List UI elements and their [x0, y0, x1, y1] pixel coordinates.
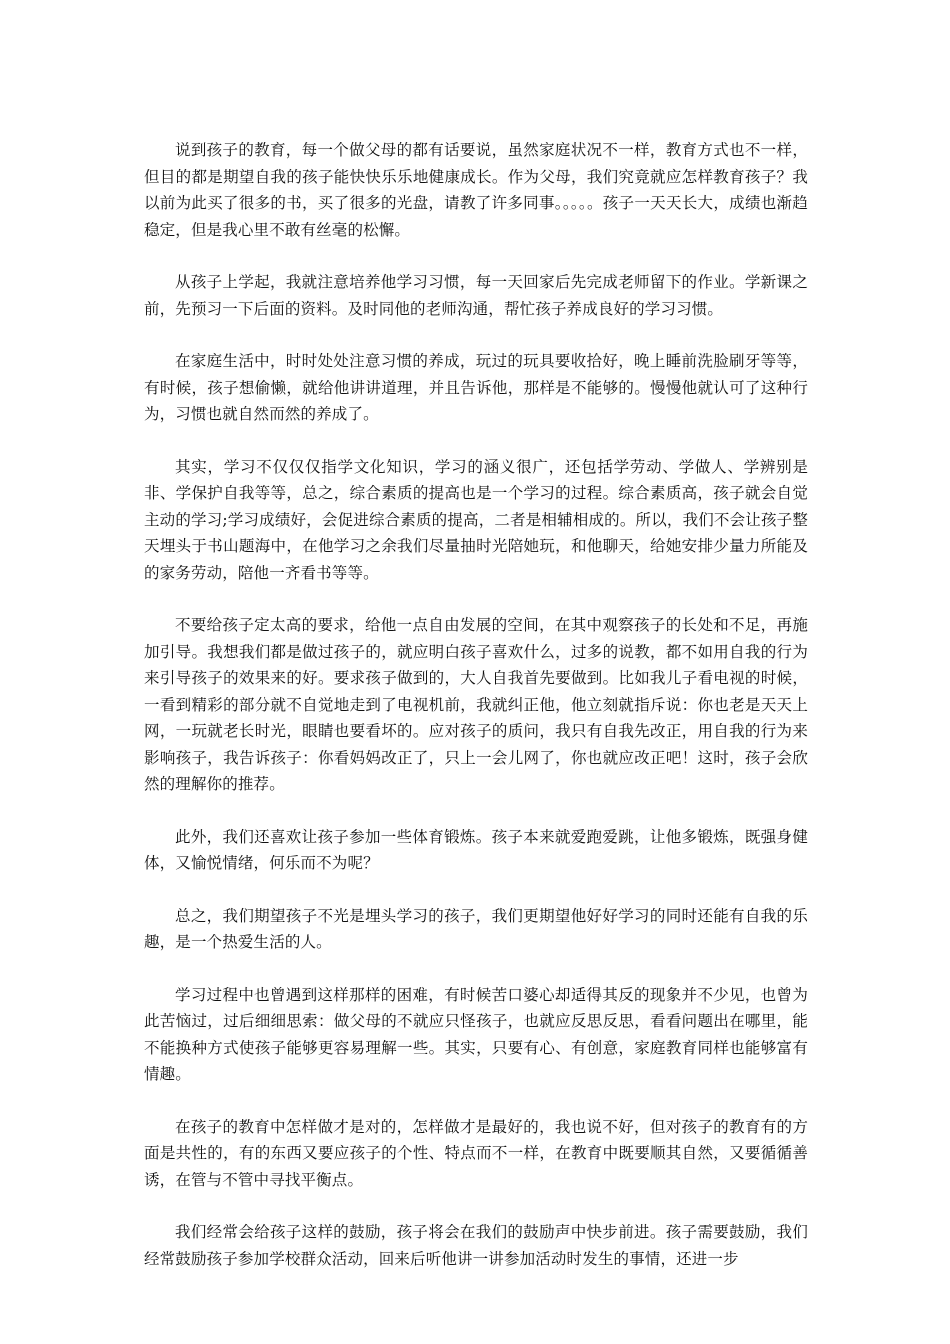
- paragraph-1: 说到孩子的教育，每一个做父母的都有话要说，虽然家庭状况不一样，教育方式也不一样，但目的都是期望自我的孩子能快快乐乐地健康成长。作为父母，我们究竟就应怎样教育孩子？我以前为此买了很多的书，买了很多的光盘，请教了许多同事。。。。。孩子一天天长大，成绩也渐趋稳定，但是我心里不敢有丝毫的松懈。: [144, 141, 808, 239]
- paragraph-6: 此外，我们还喜欢让孩子参加一些体育锻炼。孩子本来就爱跑爱跳，让他多锻炼，既强身健体，又愉悦情绪，何乐而不为呢？: [144, 827, 808, 872]
- paragraph-8: 学习过程中也曾遇到这样那样的困难，有时候苦口婆心却适得其反的现象并不少见，也曾为此苦恼过，过后细细思索：做父母的不就应只怪孩子，也就应反思反思，看看问题出在哪里，能不能换种方式使孩子能够更容易理解一些。其实，只要有心、有创意，家庭教育同样也能够富有情趣。: [144, 985, 808, 1083]
- paragraph-9: 在孩子的教育中怎样做才是对的，怎样做才是最好的，我也说不好，但对孩子的教育有的方面是共性的，有的东西又要应孩子的个性、特点而不一样，在教育中既要顺其自然，又要循循善诱，在管与不管中寻找平衡点。: [144, 1117, 808, 1189]
- paragraph-2: 从孩子上学起，我就注意培养他学习习惯，每一天回家后先完成老师留下的作业。学新课之前，先预习一下后面的资料。及时同他的老师沟通，帮忙孩子养成良好的学习习惯。: [144, 273, 808, 318]
- paragraph-7: 总之，我们期望孩子不光是埋头学习的孩子，我们更期望他好好学习的同时还能有自我的乐趣，是一个热爱生活的人。: [144, 906, 808, 951]
- paragraph-10: 我们经常会给孩子这样的鼓励，孩子将会在我们的鼓励声中快步前进。孩子需要鼓励，我们经常鼓励孩子参加学校群众活动，回来后听他讲一讲参加活动时发生的事情，还进一步: [144, 1223, 808, 1268]
- paragraph-4: 其实，学习不仅仅仅指学文化知识，学习的涵义很广，还包括学劳动、学做人、学辨别是非、学保护自我等等，总之，综合素质的提高也是一个学习的过程。综合素质高，孩子就会自觉主动的学习;学习成绩好，会促进综合素质的提高，二者是相辅相成的。所以，我们不会让孩子整天埋头于书山题海中，在他学习之余我们尽量抽时光陪她玩，和他聊天，给她安排少量力所能及的家务劳动，陪他一齐看书等等。: [144, 457, 808, 582]
- document-body: [144, 137, 808, 1298]
- paragraph-5: 不要给孩子定太高的要求，给他一点自由发展的空间，在其中观察孩子的长处和不足，再施加引导。我想我们都是做过孩子的，就应明白孩子喜欢什么，过多的说教，都不如用自我的行为来引导孩子的效果来的好。要求孩子做到的，大人自我首先要做到。比如我儿子看电视的时候，一看到精彩的部分就不自觉地走到了电视机前，我就纠正他，他立刻就指斥说：你也老是天天上网，一玩就老长时光，眼睛也要看坏的。应对孩子的质问，我只有自我先改正，用自我的行为来影响孩子，我告诉孩子：你看妈妈改正了，只上一会儿网了，你也就应改正吧！这时，孩子会欣然的理解你的推荐。: [144, 616, 808, 793]
- paragraph-3: 在家庭生活中，时时处处注意习惯的养成，玩过的玩具要收拾好，晚上睡前洗脸刷牙等等，有时候，孩子想偷懒，就给他讲讲道理，并且告诉他，那样是不能够的。慢慢他就认可了这种行为，习惯也就自然而然的养成了。: [144, 352, 808, 423]
